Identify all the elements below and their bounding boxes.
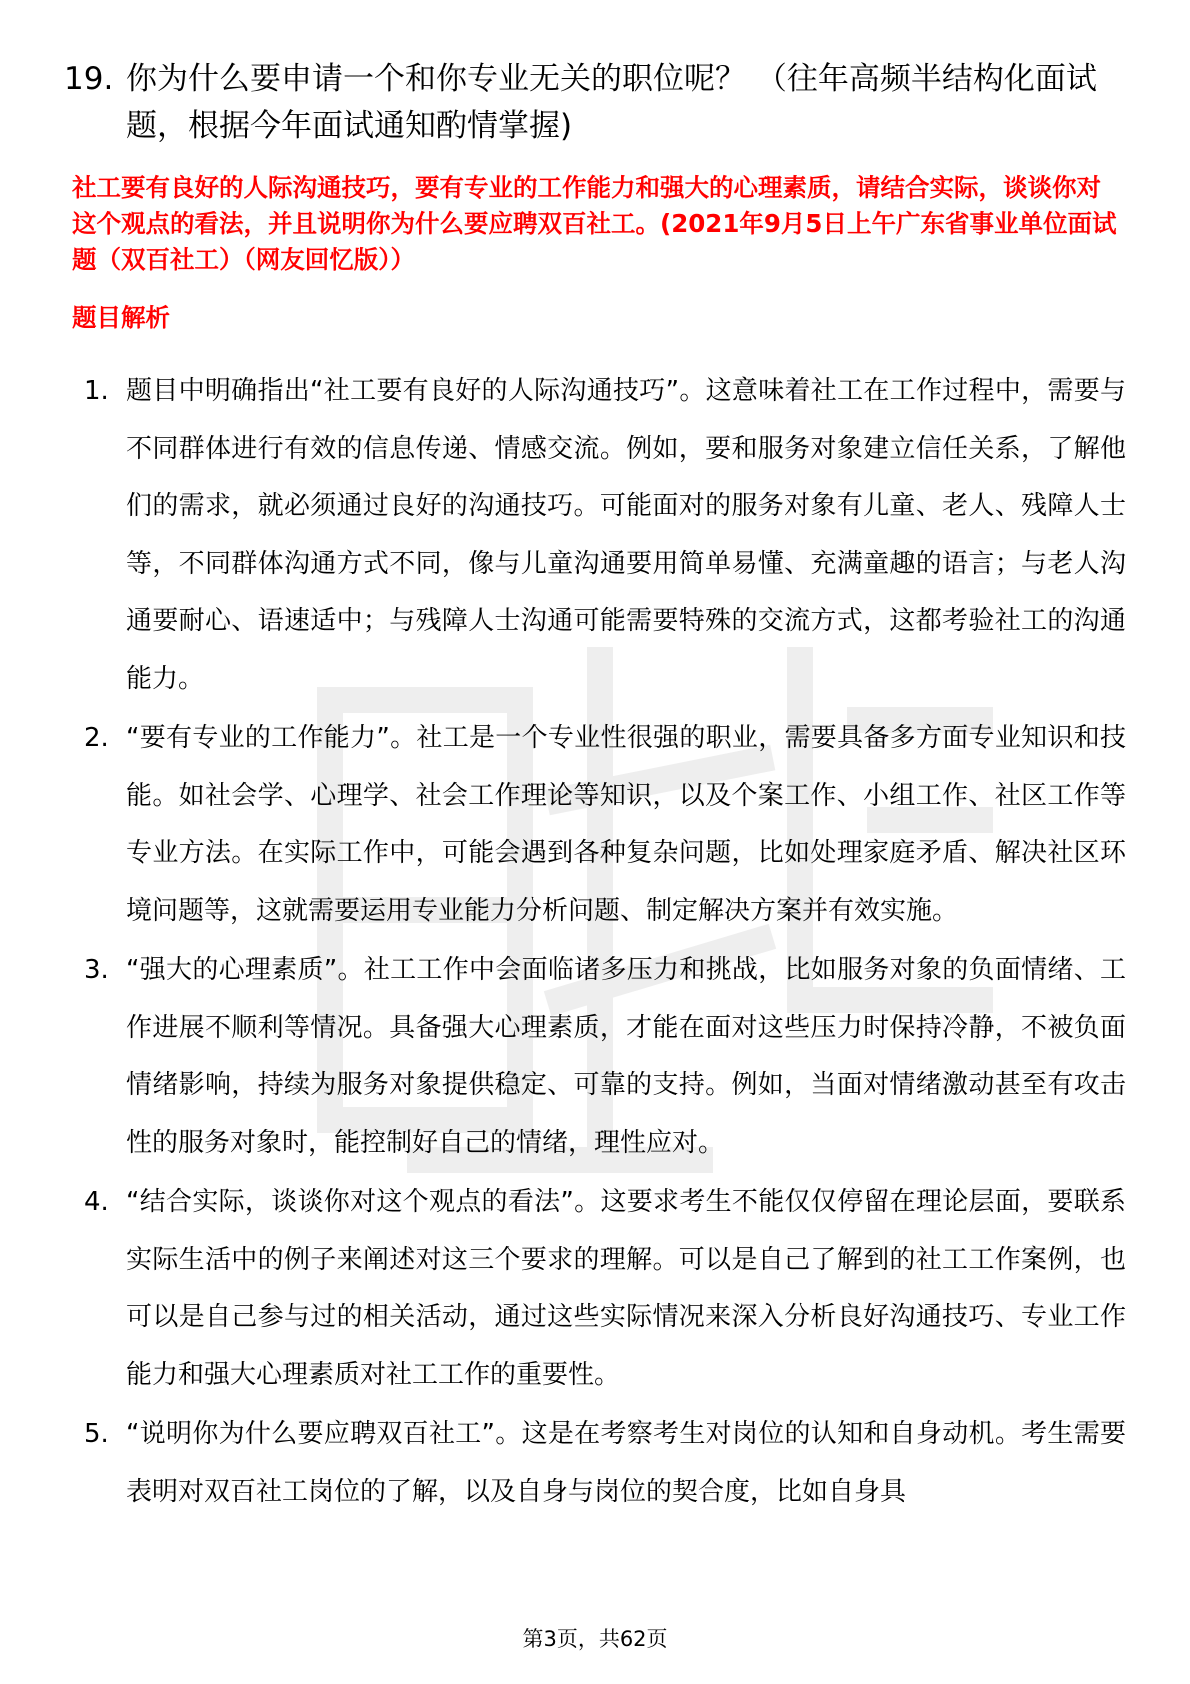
list-item-text: “结合实际，谈谈你对这个观点的看法”。这要求考生不能仅仅停留在理论层面，要联系实际生活中的例子来阐述对这三个要求的理解。可以是自己了解到的社工工作案例，也可以是自己参与过的相关活动，通过这些实际情况来深入分析良好沟通技巧、专业工作能力和强大心理素质对社工工作的重要性。 (126, 1187, 1126, 1390)
list-item-number: 4. (84, 1187, 109, 1217)
list-item-text: “说明你为什么要应聘双百社工”。这是在考察考生对岗位的认知和自身动机。考生需要表明对双百社工岗位的了解，以及自身与岗位的契合度，比如自身具 (126, 1419, 1126, 1507)
list-item-text: “强大的心理素质”。社工工作中会面临诸多压力和挑战，比如服务对象的负面情绪、工作进展不顺利等情况。具备强大心理素质，才能在面对这些压力时保持冷静，不被负面情绪影响，持续为服务对象提供稳定、可靠的支持。例如，当面对情绪激动甚至有攻击性的服务对象时，能控制好自己的情绪，理性应对。 (126, 955, 1126, 1158)
list-item-text: “要有专业的工作能力”。社工是一个专业性很强的职业，需要具备多方面专业知识和技能。如社会学、心理学、社会工作理论等知识，以及个案工作、小组工作、社区工作等专业方法。在实际工作中，可能会遇到各种复杂问题，比如处理家庭矛盾、解决社区环境问题等，这就需要运用专业能力分析问题、制定解决方案并有效实施。 (126, 723, 1126, 926)
heading-number: 19. (64, 61, 114, 97)
page-footer: 第3页，共62页 (522, 1627, 668, 1651)
list-item (72, 710, 1132, 940)
analysis-points-list (72, 363, 1132, 1523)
analysis-title: 题目解析 (72, 303, 170, 332)
list-item-number: 1. (84, 376, 109, 406)
list-item-text: 题目中明确指出“社工要有良好的人际沟通技巧”。这意味着社工在工作过程中，需要与不同群体进行有效的信息传递、情感交流。例如，要和服务对象建立信任关系，了解他们的需求，就必须通过良好的沟通技巧。可能面对的服务对象有儿童、老人、残障人士等，不同群体沟通方式不同，像与儿童沟通要用简单易懂、充满童趣的语言；与老人沟通要耐心、语速适中；与残障人士沟通可能需要特殊的交流方式，这都考验社工的沟通能力。 (126, 376, 1126, 694)
page-heading (64, 56, 1124, 150)
list-item (72, 1174, 1132, 1404)
list-item-number: 3. (84, 955, 109, 985)
interview-question: 社工要有良好的人际沟通技巧，要有专业的工作能力和强大的心理素质，请结合实际，谈谈你对这个观点的看法，并且说明你为什么要应聘双百社工。(2021年9月5日上午广东省事业单位面试题（双百社工）（网友回忆版）） (72, 173, 1117, 274)
list-item-number: 5. (84, 1419, 109, 1449)
heading-text: 你为什么要申请一个和你专业无关的职位呢？ （往年高频半结构化面试题，根据今年面试通知酌情掌握) (126, 61, 1097, 144)
list-item (72, 942, 1132, 1172)
list-item (72, 363, 1132, 708)
list-item-number: 2. (84, 723, 109, 753)
list-item (72, 1406, 1132, 1521)
